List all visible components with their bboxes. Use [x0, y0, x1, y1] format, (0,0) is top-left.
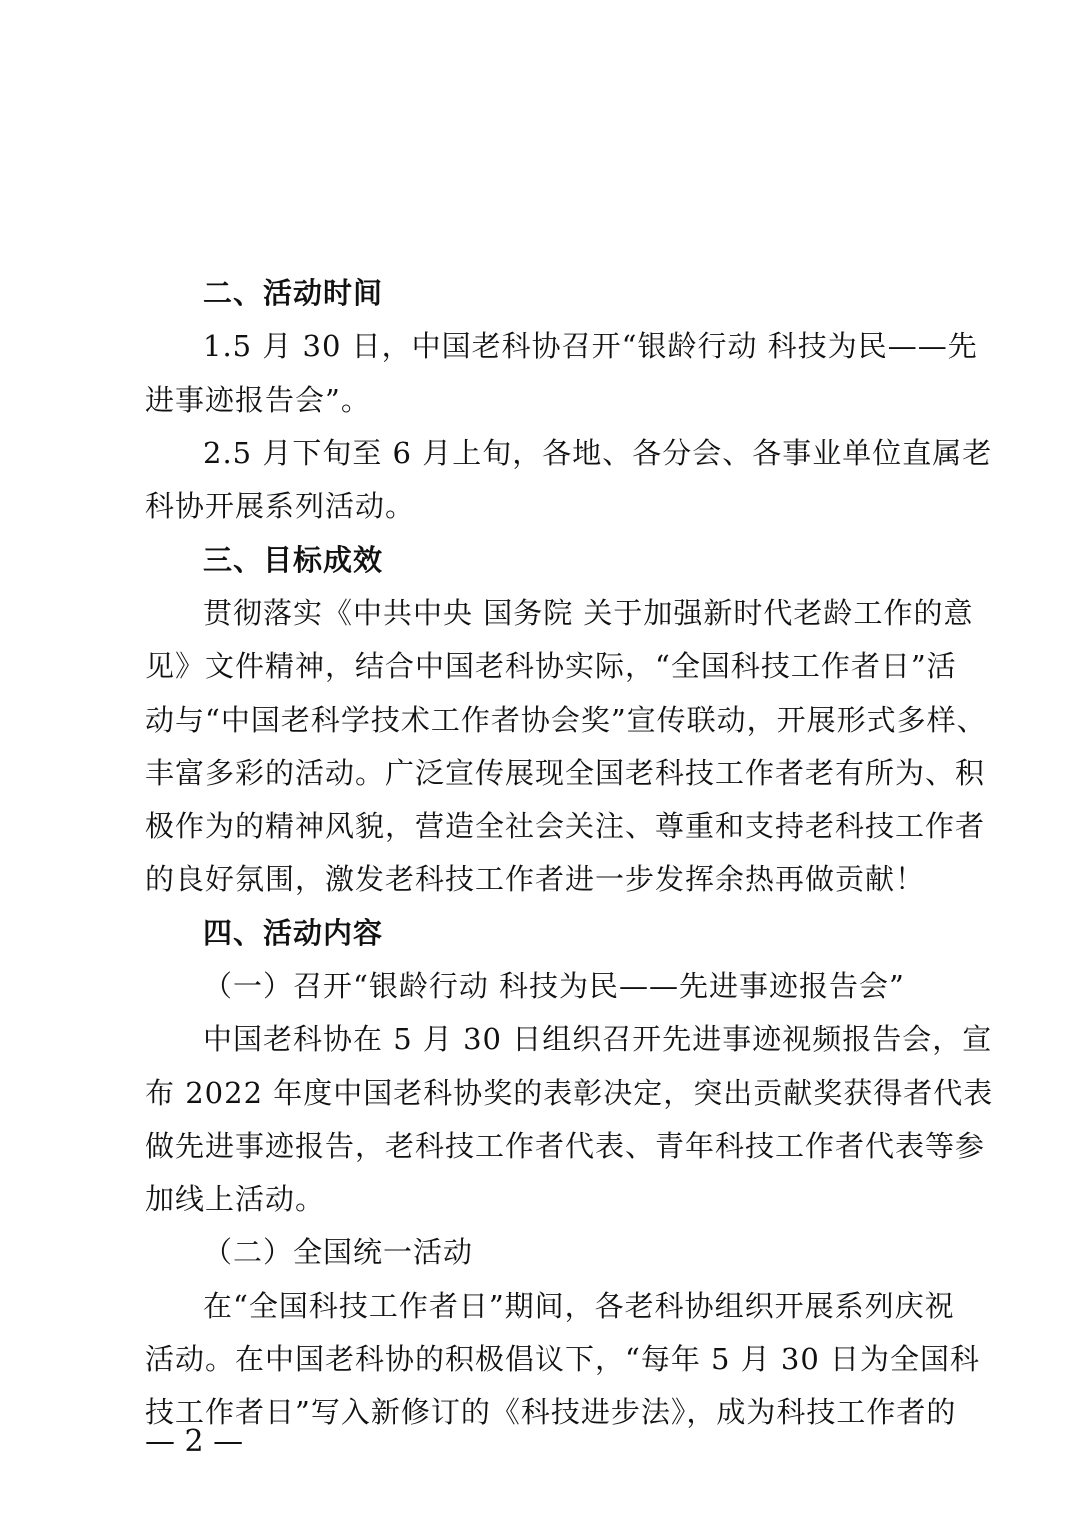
page-number: — 2 — — [145, 1424, 244, 1459]
paragraph-line: 极作为的精神风貌，营造全社会关注、尊重和支持老科技工作者 — [145, 809, 986, 843]
paragraph-line: 布 2022 年度中国老科协奖的表彰决定，突出贡献奖获得者代表 — [145, 1076, 994, 1110]
paragraph-line: 1.5 月 30 日，中国老科协召开“银龄行动 科技为民——先 — [203, 329, 978, 363]
section-heading-goals: 三、目标成效 — [203, 543, 384, 577]
subheading-line: （二）全国统一活动 — [203, 1235, 474, 1269]
paragraph-line: 科协开展系列活动。 — [145, 489, 416, 523]
subheading-line: （一）召开“银龄行动 科技为民——先进事迹报告会” — [203, 969, 905, 1003]
paragraph-line: 的良好氛围，激发老科技工作者进一步发挥余热再做贡献！ — [145, 862, 926, 896]
paragraph-line: 动与“中国老科学技术工作者协会奖”宣传联动，开展形式多样、 — [145, 703, 987, 737]
paragraph-line: 见》文件精神，结合中国老科协实际，“全国科技工作者日”活 — [145, 649, 957, 683]
section-heading-activity-content: 四、活动内容 — [203, 916, 384, 950]
paragraph-line: 技工作者日”写入新修订的《科技进步法》，成为科技工作者的 — [145, 1395, 957, 1429]
paragraph-line: 在“全国科技工作者日”期间，各老科协组织开展系列庆祝 — [203, 1289, 955, 1323]
paragraph-line: 贯彻落实《中共中央 国务院 关于加强新时代老龄工作的意 — [203, 596, 974, 630]
section-heading-activity-time: 二、活动时间 — [203, 276, 384, 310]
paragraph-line: 活动。在中国老科协的积极倡议下，“每年 5 月 30 日为全国科 — [145, 1342, 981, 1376]
paragraph-line: 进事迹报告会”。 — [145, 383, 371, 417]
paragraph-line: 中国老科协在 5 月 30 日组织召开先进事迹视频报告会，宣 — [203, 1022, 993, 1056]
paragraph-line: 做先进事迹报告，老科技工作者代表、青年科技工作者代表等参 — [145, 1129, 986, 1163]
paragraph-line: 丰富多彩的活动。广泛宣传展现全国老科技工作者老有所为、积 — [145, 756, 986, 790]
paragraph-line: 加线上活动。 — [145, 1182, 326, 1216]
paragraph-line: 2.5 月下旬至 6 月上旬，各地、各分会、各事业单位直属老 — [203, 436, 993, 470]
